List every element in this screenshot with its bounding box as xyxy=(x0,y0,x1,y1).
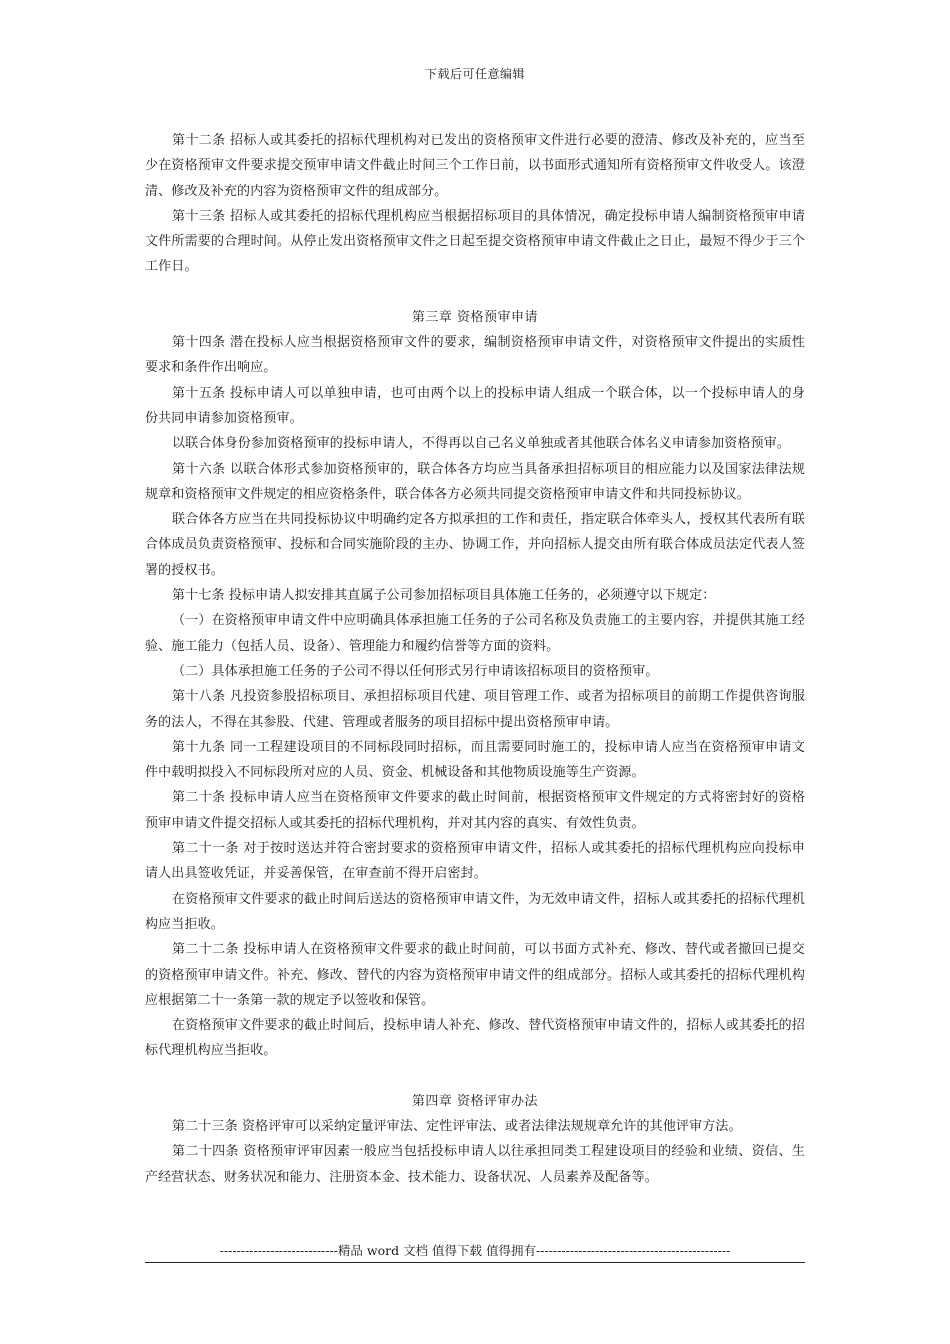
paragraph: 在资格预审文件要求的截止时间后，投标申请人补充、修改、替代资格预审申请文件的，招标人或其委托的招标代理机构应当拒收。 xyxy=(145,1018,805,1059)
paragraph: 第二十条 投标申请人应当在资格预审文件要求的截止时间前，根据资格预审文件规定的方式将密封好的资格预审申请文件提交招标人或其委托的招标代理机构，并对其内容的真实、有效性负责。 xyxy=(145,790,805,831)
paragraph: 第十九条 同一工程建设项目的不同标段同时招标，而且需要同时施工的，投标申请人应当在资格预审申请文件中载明拟投入不同标段所对应的人员、资金、机械设备和其他物质设施等生产资源。 xyxy=(145,739,805,781)
paragraph: 第二十三条 资格评审可以采纳定量评审法、定性评审法、或者法律法规规章允许的其他评审方法。 xyxy=(172,1118,742,1134)
chapter-heading: 第三章 资格预审申请 xyxy=(411,309,539,325)
paragraph: 第十五条 投标申请人可以单独申请，也可由两个以上的投标申请人组成一个联合体，以一个投标申请人的身份共同申请参加资格预审。 xyxy=(145,385,805,426)
paragraph: 以联合体身份参加资格预审的投标申请人，不得再以自己名义单独或者其他联合体名义申请参加资格预审。 xyxy=(172,436,791,452)
chapter-heading: 第四章 资格评审办法 xyxy=(411,1093,539,1109)
paragraph: 第十六条 以联合体形式参加资格预审的，联合体各方均应当具备承担招标项目的相应能力以及国家法律法规规章和资格预审文件规定的相应资格条件，联合体各方必须共同提交资格预审申请文件和共同投标协议。 xyxy=(145,461,805,502)
paragraph: 第十二条 招标人或其委托的招标代理机构对已发出的资格预审文件进行必要的澄清、修改及补充的，应当至少在资格预审文件要求提交预审申请文件截止时间三个工作日前，以书面形式通知所有资格预审文件收受人。该澄清、修改及补充的内容为资格预审文件的组成部分。 xyxy=(145,133,805,199)
footer-rule xyxy=(145,1262,805,1263)
paragraph: 联合体各方应当在共同投标协议中明确约定各方拟承担的工作和责任，指定联合体牵头人，授权其代表所有联合体成员负责资格预审、投标和合同实施阶段的主办、协调工作，并向招标人提交由所有联合体成员法定代表人签署的授权书。 xyxy=(145,512,805,578)
paragraph: 第二十二条 投标申请人在资格预审文件要求的截止时间前，可以书面方式补充、修改、替代或者撤回已提交的资格预审申请文件。补充、修改、替代的内容为资格预审申请文件的组成部分。招标人或其委托的招标代理机构应根据第二十一条第一款的规定予以签收和保管。 xyxy=(145,942,805,1008)
paragraph: 第十八条 凡投资参股招标项目、承担招标项目代建、项目管理工作、或者为招标项目的前期工作提供咨询服务的法人，不得在其参股、代建、管理或者服务的项目招标中提出资格预审申请。 xyxy=(145,689,805,730)
paragraph: 第十四条 潜在投标人应当根据资格预审文件的要求，编制资格预审申请文件，对资格预审文件提出的实质性要求和条件作出响应。 xyxy=(145,335,805,376)
page-header: 下载后可任意编辑 xyxy=(424,67,525,81)
paragraph: 第二十一条 对于按时送达并符合密封要求的资格预审申请文件，招标人或其委托的招标代理机构应向投标申请人出具签收凭证，并妥善保管，在审查前不得开启密封。 xyxy=(145,841,805,882)
paragraph: 第二十四条 资格预审评审因素一般应当包括投标申请人以往承担同类工程建设项目的经验和业绩、资信、生产经营状态、财务状况和能力、注册资本金、技术能力、设备状况、人员素养及配备等。 xyxy=(145,1144,805,1185)
paragraph: （一）在资格预审申请文件中应明确具体承担施工任务的子公司名称及负责施工的主要内容，并提供其施工经验、施工能力（包括人员、设备）、管理能力和履约信誉等方面的资料。 xyxy=(145,613,805,654)
paragraph: 第十七条 投标申请人拟安排其直属子公司参加招标项目具体施工任务的，必须遵守以下规定： xyxy=(172,588,716,604)
paragraph: （二）具体承担施工任务的子公司不得以任何形式另行申请该招标项目的资格预审。 xyxy=(172,663,659,679)
paragraph: 第十三条 招标人或其委托的招标代理机构应当根据招标项目的具体情况，确定投标申请人编制资格预审申请文件所需要的合理时间。从停止发出资格预审文件之日起至提交资格预审申请文件截止之日止，最短不得少于三个工作日。 xyxy=(145,208,805,275)
paragraph: 在资格预审文件要求的截止时间后送达的资格预审申请文件，为无效申请文件，招标人或其委托的招标代理机构应当拒收。 xyxy=(145,891,805,932)
page-footer: ----------------------------精品 word 文档 值得下载 值得拥有---------------------------------------------- xyxy=(219,1243,731,1258)
document-body xyxy=(145,128,805,1190)
